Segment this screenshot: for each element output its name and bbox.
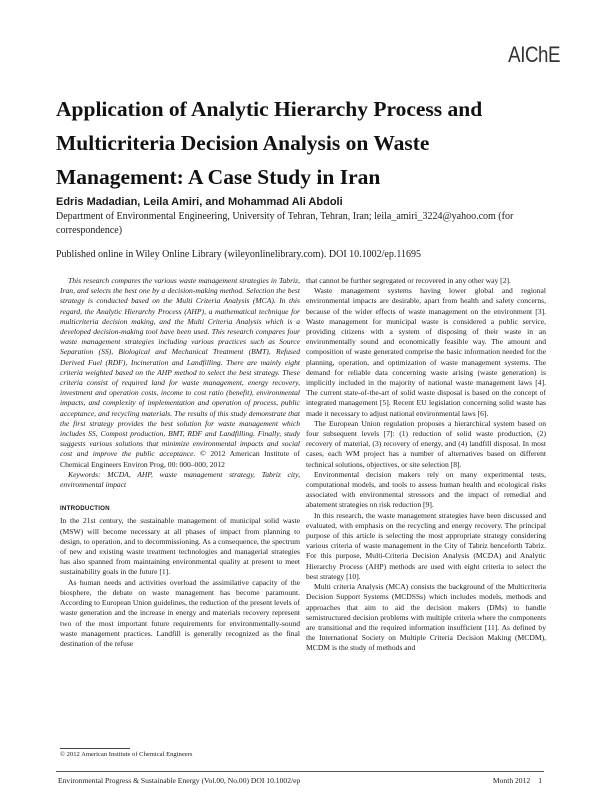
article-title: Application of Analytic Hierarchy Process and Multicriteria Decision Analysis on Waste Management: A Case Study in Iran [56, 97, 483, 189]
abstract-copyright: © 2012 American Institute of Chemical Engineers Environ Prog, 00: 000–000, 2012 [60, 449, 300, 469]
body-paragraph-3: Environmental decision makers rely on many experimental tests, computational models, and tools to assess human health and ecological risks associated with environmental stressors and the impact of remedial and abatement strategies on risk reduction [9]. [306, 469, 546, 510]
right-column [306, 276, 546, 746]
publication-info: Published online in Wiley Online Library (wileyonlinelibrary.com). DOI 10.1002/ep.11695 [56, 249, 421, 260]
footnote-rule [60, 748, 130, 749]
footer-date: Month 2012 [492, 776, 531, 785]
abstract [60, 276, 300, 470]
footer-rule [56, 771, 544, 772]
footer-journal: Environmental Progress & Sustainable Energy (Vol.00, No.00) DOI 10.1002/ep [58, 776, 301, 785]
abstract-text: This research compares the various waste management strategies in Tabriz, Iran, and selects the best one by a decision-making method. Selection the best strategy is conducted based on the Multi Criteria Analysis (MCA). In this regard, the Analytic Hierarchy Process (AHP), a mathematical technique for multicriteria decision making, and the Multi Criteria Analysis which is a developed decision-making tool have been used. This research compares four waste management strategies including various practices such as Source Separation (SS), Biological and Mechanical Treatment (BMT), Refused Derived Fuel (RDF), Incineration and Landfilling. There are mainly eight criteria weighted based on the AHP method to select the best strategy. These criteria consist of required land for waste management, energy recovery, investment and operation costs, income to cost ratio (benefit), environmental impacts, and complexity of implementation and operation of process, public acceptance, and recycling materials. The results of this study demonstrate that the first strategy provides the best solution for waste management which includes SS, Compost production, BMT, RDF and Landfilling. Finally, study suggests various solutions that minimize environmental impacts and social cost and improve the public acceptance. [60, 276, 300, 459]
body-paragraph-4: In this research, the waste management strategies have been discussed and evaluated, with emphasis on the recycling and energy recovery. The principal purpose of this article is selecting the most appropriate strategy considering various criteria of waste management in the City of Tabriz henceforth Tabriz. For this purpose, Multi-Criteria Decision Analysis (MCDA) and Analytic Hierarchy Process (AHP) methods are used with eight criteria to select the best strategy [10]. [306, 510, 546, 581]
footer-date-page [493, 776, 542, 785]
body-paragraph-1: Waste management systems having lower global and regional environmental impacts are desirable, apart from health and safety concerns, because of the wider effects of waste management on the environment [3]. Waste management for municipal waste is considered a public service, providing citizens with a system of disposing of their waste in an environmentally sound and economically feasible way. The amount and composition of waste generated comprise the basic information needed for the planning, operation, and optimization of waste management systems. The demand for reliable data concerning waste arising (waste generation) is implicitly included in the majority of national waste management laws [4]. The current state-of-the-art of solid waste disposal is based on the concept of integrated management [5]. Recent EU legislation concerning solid waste has made it necessary to adjust national environmental laws [6]. [306, 286, 546, 418]
intro-paragraph-2: As human needs and activities overload the assimilative capacity of the biosphere, the debate on waste management has become paramount. According to European Union guidelines, the reduction of the present levels of waste generation and the increase in energy and materials recovery represent two of the most important future requirements for environmentally-sound waste management practices. Landfill is generally recognized as the final destination of the refuse [60, 577, 300, 648]
affiliation: Department of Environmental Engineering, University of Tehran, Tehran, Iran; leila_amiri_3224@yahoo.com (for correspondence) [56, 211, 514, 236]
section-heading-introduction: INTRODUCTION [60, 505, 110, 513]
intro-paragraph-1: In the 21st century, the sustainable management of municipal solid waste (MSW) will become necessary at all phases of impact from planning to design, to operation, and to decommissioning. As a consequence, the spectrum of new and existing waste treatment technologies and managerial strategies has also spanned from maintaining environmental quality at present to meet sustainability goals in the future [1]. [60, 516, 300, 577]
body-paragraph-2: The European Union regulation proposes a hierarchical system based on four subsequent levels [7]: (1) reduction of solid waste production, (2) recovery of material, (3) recovery of energy, and (4) landfill disposal. In most cases, each WM project has a number of alternatives based on different technical solutions, objectives, or site selection [8]. [306, 418, 546, 469]
copyright-footnote: © 2012 American Institute of Chemical Engineers [60, 751, 193, 758]
keywords: Keywords: MCDA, AHP, waste management strategy, Tabriz city, environmental impact [60, 469, 300, 490]
page-number: 1 [538, 776, 542, 785]
author-list: Edris Madadian, Leila Amiri, and Mohammad Ali Abdoli [56, 196, 343, 208]
aiche-logo: AIChE [508, 42, 560, 67]
left-column [60, 276, 300, 746]
body-paragraph-5: Multi criteria Analysis (MCA) consists the background of the Multicriteria Decision Support Systems (MCDSSs) which includes models, methods and approaches that aim to aid the decision makers (DMs) to handle semistructured decision problems with multiple criteria where the components are transitional and the required information insufficient [11]. As defined by the International Society on Multiple Criteria Decision Making (MCDM), MCDM is the study of methods and [306, 582, 546, 653]
body-paragraph-0: that cannot be further segregated or recovered in any other way [2]. [306, 276, 511, 285]
